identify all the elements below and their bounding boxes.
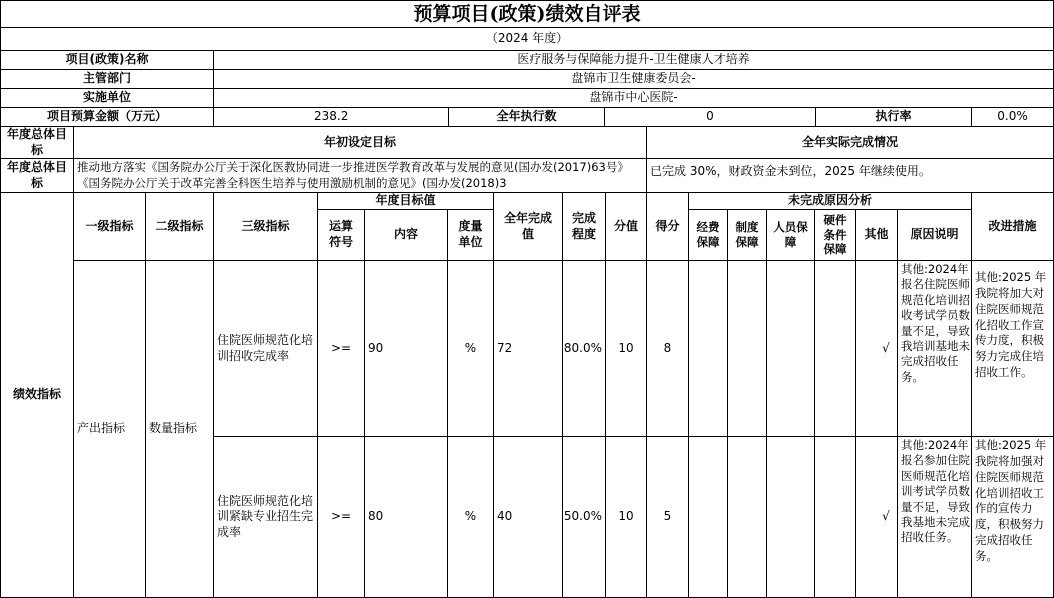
level1-value xyxy=(73,260,146,598)
row2-content: 80 xyxy=(364,436,448,598)
row2-score: 5 xyxy=(646,436,689,598)
row1-content: 90 xyxy=(364,260,448,437)
row2-other-check-icon: √ xyxy=(855,436,898,598)
project-name-label: 项目(政策)名称 xyxy=(0,50,214,70)
row2-degree: 50.0% xyxy=(562,436,606,598)
header-other: 其他 xyxy=(855,209,898,261)
header-level1: 一级指标 xyxy=(73,192,146,261)
row1-level3: 住院医师规范化培训招收完成率 xyxy=(213,260,318,437)
row1-weight: 10 xyxy=(605,260,647,437)
header-operator: 运算符号 xyxy=(317,209,365,261)
impl-label: 实施单位 xyxy=(0,88,214,108)
rate-value: 0.0% xyxy=(971,107,1054,127)
header-content: 内容 xyxy=(364,209,448,261)
dept-label: 主管部门 xyxy=(0,69,214,89)
row1-completed: 72 xyxy=(493,260,563,437)
indicators-section-label: 绩效指标 xyxy=(0,192,74,598)
row1-explanation: 其他:2024年报名住院医师规范化培训招收考试学员数量不足，导致我培训基地未完成招收任务。 xyxy=(897,260,972,437)
row1-other-check-icon: √ xyxy=(855,260,898,437)
row2-unit: % xyxy=(447,436,494,598)
row2-staff xyxy=(766,436,815,598)
row2-funding xyxy=(688,436,728,598)
row1-degree: 80.0% xyxy=(562,260,606,437)
sheet-title: 预算项目(政策)绩效自评表 xyxy=(0,0,1054,28)
level2-value xyxy=(145,260,214,598)
header-level3: 三级指标 xyxy=(213,192,318,261)
header-explanation: 原因说明 xyxy=(897,209,972,261)
project-name-value: 医疗服务与保障能力提升-卫生健康人才培养 xyxy=(213,50,1054,70)
goals-initial-header: 年初设定目标 xyxy=(73,126,647,159)
goals-row-label: 年度总体目标 xyxy=(0,158,74,193)
row1-unit: % xyxy=(447,260,494,437)
dept-value: 盘锦市卫生健康委员会- xyxy=(213,69,1054,89)
row1-improvement: 其他:2025 年我院将加大对住院医师规范化招收工作宣传力度，积极努力完成住培招收工作。 xyxy=(971,260,1054,437)
row1-score: 8 xyxy=(646,260,689,437)
header-unit: 度量单位 xyxy=(447,209,494,261)
level1-value-text: 产出指标 xyxy=(77,421,126,435)
goals-row-label-header: 年度总体目标 xyxy=(0,126,74,159)
budget-value: 238.2 xyxy=(213,107,449,127)
row2-level3: 住院医师规范化培训紧缺专业招生完成率 xyxy=(213,436,318,598)
row2-system xyxy=(727,436,767,598)
header-target-group: 年度目标值 xyxy=(317,192,494,210)
row2-completed: 40 xyxy=(493,436,563,598)
row1-system xyxy=(727,260,767,437)
goals-actual-header: 全年实际完成情况 xyxy=(646,126,1054,159)
row2-operator: >= xyxy=(317,436,365,598)
budget-label: 项目预算金额（万元） xyxy=(0,107,214,127)
row1-operator: >= xyxy=(317,260,365,437)
header-score: 得分 xyxy=(646,192,689,261)
impl-value: 盘锦市中心医院- xyxy=(213,88,1054,108)
header-hardware: 硬件条件保障 xyxy=(814,209,856,261)
row1-staff xyxy=(766,260,815,437)
header-system: 制度保障 xyxy=(727,209,767,261)
goals-initial-text: 推动地方落实《国务院办公厅关于深化医教协同进一步推进医学教育改革与发展的意见(国办发(2017)63号》《国务院办公厅关于改革完善全科医生培养与使用激励机制的意见》(国办发(2018)3 xyxy=(73,158,647,193)
level2-value-text: 数量指标 xyxy=(149,421,198,435)
goals-actual-text: 已完成 30%，财政资金未到位，2025 年继续使用。 xyxy=(646,158,1054,193)
row1-hardware xyxy=(814,260,856,437)
header-degree: 完成程度 xyxy=(562,192,606,261)
executed-label: 全年执行数 xyxy=(448,107,605,127)
row2-improvement: 其他:2025 年我院将加强对住院医师规范化培训招收工作的宣传力度，积极努力完成招收任务。 xyxy=(971,436,1054,598)
sheet-year: （2024 年度） xyxy=(0,27,1054,51)
header-funding: 经费保障 xyxy=(688,209,728,261)
row1-funding xyxy=(688,260,728,437)
row2-weight: 10 xyxy=(605,436,647,598)
executed-value: 0 xyxy=(604,107,816,127)
row2-explanation: 其他:2024年报名参加住院医师规范化培训考试学员数量不足，导致我基地未完成招收任务。 xyxy=(897,436,972,598)
row2-hardware xyxy=(814,436,856,598)
header-reason-group: 未完成原因分析 xyxy=(688,192,972,210)
header-level2: 二级指标 xyxy=(145,192,214,261)
header-weight: 分值 xyxy=(605,192,647,261)
header-staff: 人员保障 xyxy=(766,209,815,261)
header-improvement: 改进措施 xyxy=(971,192,1054,261)
header-completed: 全年完成值 xyxy=(493,192,563,261)
rate-label: 执行率 xyxy=(815,107,972,127)
